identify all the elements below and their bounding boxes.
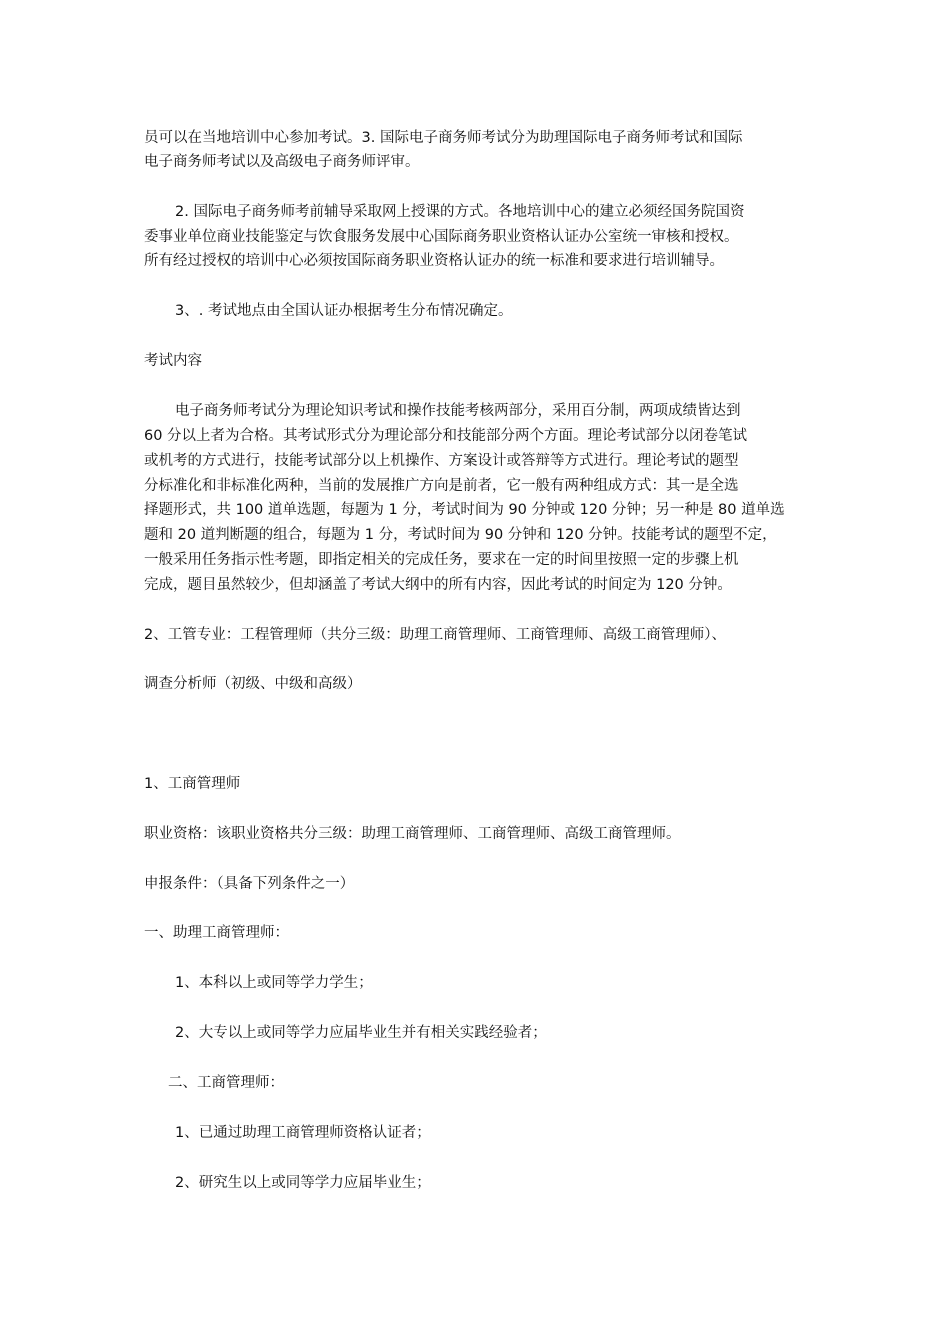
paragraph-line: 申报条件：（具备下列条件之一） xyxy=(144,876,355,892)
paragraph-line: 2、工管专业：工程管理师（共分三级：助理工商管理师、工商管理师、高级工商管理师）、 xyxy=(144,627,726,643)
paragraph-line: 调查分析师（初级、中级和高级） xyxy=(144,676,362,692)
paragraph-line: 员可以在当地培训中心参加考试。3. 国际电子商务师考试分为助理国际电子商务师考试和国际 xyxy=(144,130,743,146)
list-item: 1、已通过助理工商管理师资格认证者； xyxy=(175,1125,431,1141)
list-heading: 一、助理工商管理师： xyxy=(144,925,289,941)
paragraph-line: 一般采用任务指示性考题，即指定相关的完成任务，要求在一定的时间里按照一定的步骤上机 xyxy=(144,552,739,568)
paragraph-line: 择题形式，共 100 道单选题，每题为 1 分，考试时间为 90 分钟或 120 分钟；另一种是 80 道单选 xyxy=(144,502,785,518)
paragraph-line: 2. 国际电子商务师考前辅导采取网上授课的方式。各地培训中心的建立必须经国务院国资 xyxy=(175,204,745,220)
paragraph-line: 电子商务师考试分为理论知识考试和操作技能考核两部分，采用百分制，两项成绩皆达到 xyxy=(175,403,741,419)
list-item: 2、研究生以上或同等学力应届毕业生； xyxy=(175,1175,431,1191)
list-item: 1、本科以上或同等学力学生； xyxy=(175,975,373,991)
paragraph-line: 3、. 考试地点由全国认证办根据考生分布情况确定。 xyxy=(175,303,513,319)
list-heading: 二、工商管理师： xyxy=(168,1075,284,1091)
paragraph-line: 电子商务师考试以及高级电子商务师评审。 xyxy=(144,154,420,170)
paragraph-line: 职业资格：该职业资格共分三级：助理工商管理师、工商管理师、高级工商管理师。 xyxy=(144,826,681,842)
paragraph-line: 完成，题目虽然较少，但却涵盖了考试大纲中的所有内容，因此考试的时间定为 120 分钟。 xyxy=(144,577,732,593)
paragraph-line: 所有经过授权的培训中心必须按国际商务职业资格认证办的统一标准和要求进行培训辅导。 xyxy=(144,253,724,269)
paragraph-line: 分标准化和非标准化两种，当前的发展推广方向是前者，它一般有两种组成方式：其一是全选 xyxy=(144,478,739,494)
section-heading: 考试内容 xyxy=(144,353,202,369)
paragraph-line: 委事业单位商业技能鉴定与饮食服务发展中心国际商务职业资格认证办公室统一审核和授权。 xyxy=(144,229,739,245)
paragraph-line: 或机考的方式进行，技能考试部分以上机操作、方案设计或答辩等方式进行。理论考试的题型 xyxy=(144,453,739,469)
section-heading: 1、工商管理师 xyxy=(144,776,241,792)
paragraph-line: 60 分以上者为合格。其考试形式分为理论部分和技能部分两个方面。理论考试部分以闭卷笔试 xyxy=(144,428,748,444)
paragraph-line: 题和 20 道判断题的组合，每题为 1 分，考试时间为 90 分钟和 120 分钟。技能考试的题型不定， xyxy=(144,527,777,543)
list-item: 2、大专以上或同等学力应届毕业生并有相关实践经验者； xyxy=(175,1025,547,1041)
